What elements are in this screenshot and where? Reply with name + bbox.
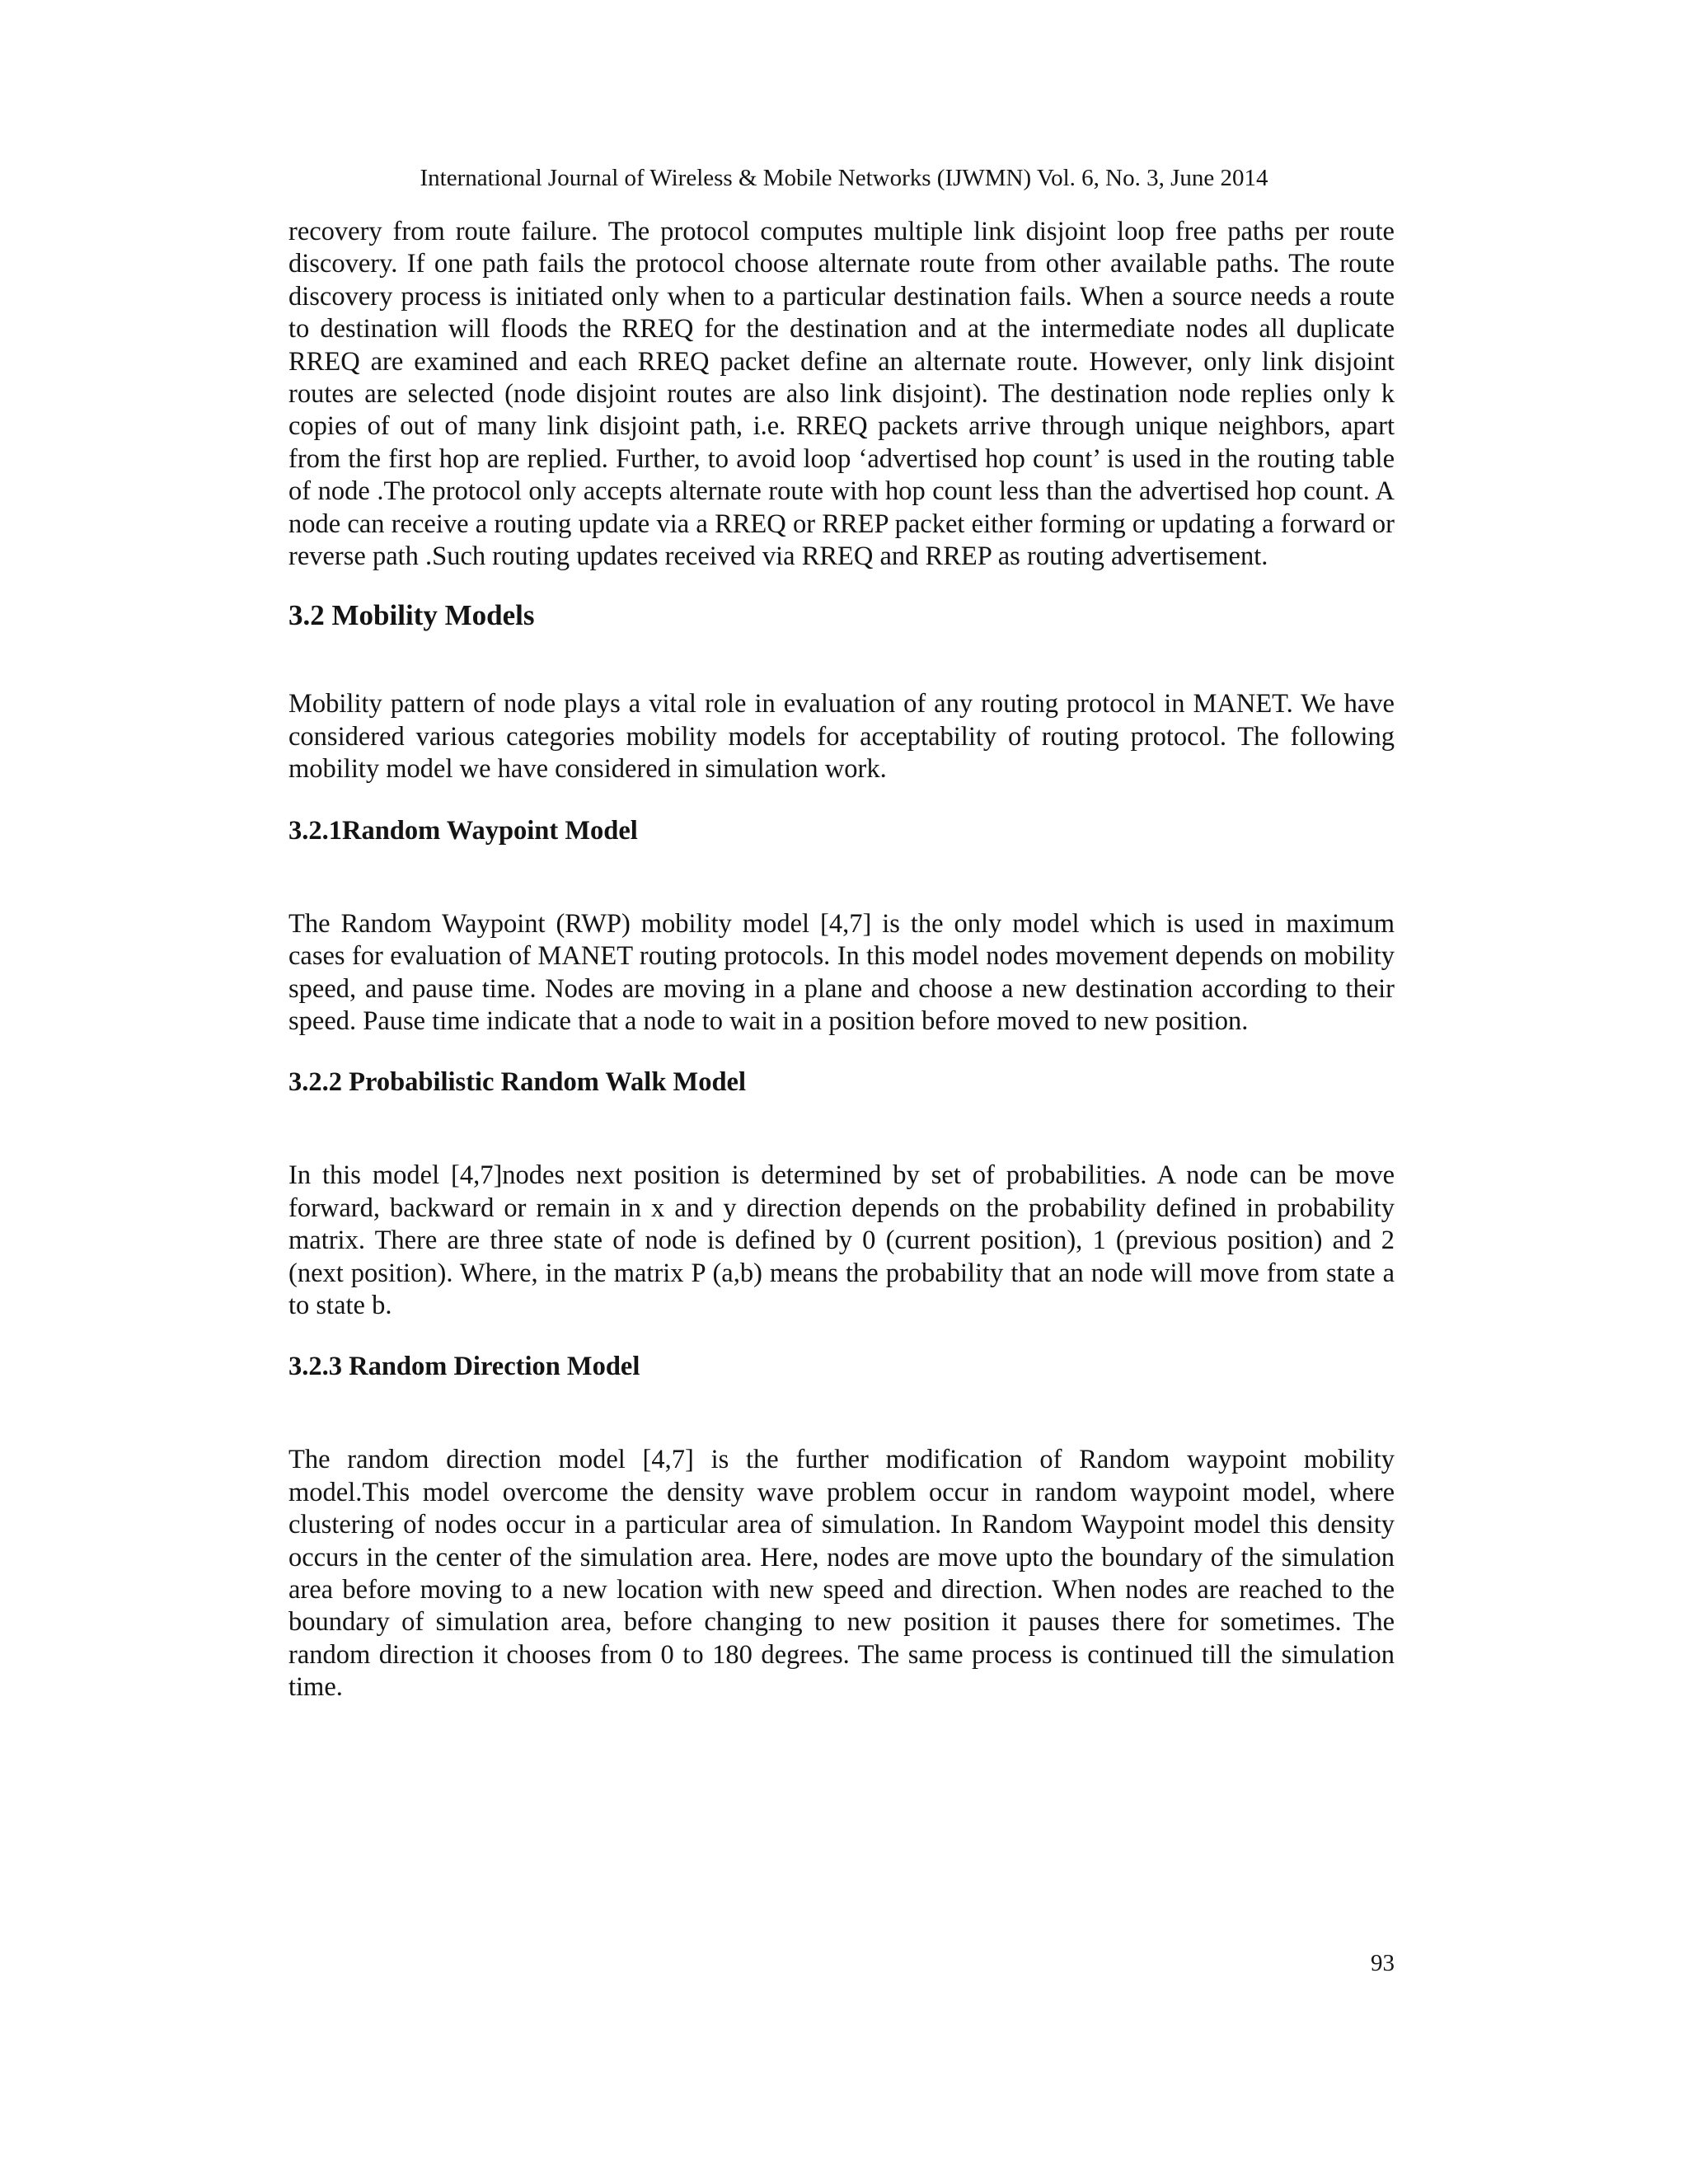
intro-paragraph: recovery from route failure. The protocol computes multiple link disjoint loop free paths per route discovery. If one path fails the protocol choose alternate route from other available paths. The route discovery process is initiated only when to a particular destination fails. When a source needs a route to destination will floods the RREQ for the destination and at the intermediate nodes all duplicate RREQ are examined and each RREQ packet define an alternate route. However, only link disjoint routes are selected (node disjoint routes are also link disjoint). The destination node replies only k copies of out of many link disjoint path, i.e. RREQ packets arrive through unique neighbors, apart from the first hop are replied. Further, to avoid loop ‘advertised hop count’ is used in the routing table of node .The protocol only accepts alternate route with hop count less than the advertised hop count. A node can receive a routing update via a RREQ or RREP packet either forming or updating a forward or reverse path .Such routing updates received via RREQ and RREP as routing advertisement. bbox=[288, 217, 1395, 572]
page-number: 93 bbox=[1371, 1950, 1395, 1976]
subsection-heading-random-direction: 3.2.3 Random Direction Model bbox=[288, 1352, 640, 1382]
running-header: International Journal of Wireless & Mobile Networks (IJWMN) Vol. 6, No. 3, June 2014 bbox=[420, 165, 1268, 191]
section-heading-mobility-models: 3.2 Mobility Models bbox=[288, 599, 535, 632]
subsection-paragraph-random-direction: The random direction model [4,7] is the further modification of Random waypoint mobility model.This model overcome the density wave problem occur in random waypoint model, where clustering of nodes occur in a particular area of simulation. In Random Waypoint model this density occurs in the center of the simulation area. Here, nodes are move upto the boundary of the simulation area before moving to a new location with new speed and direction. When nodes are reached to the boundary of simulation area, before changing to new position it pauses there for sometimes. The random direction it chooses from 0 to 180 degrees. The same process is continued till the simulation time. bbox=[288, 1445, 1395, 1703]
subsection-paragraph-probabilistic-random-walk: In this model [4,7]nodes next position is determined by set of probabilities. A node can be move forward, backward or remain in x and y direction depends on the probability defined in probability matrix. There are three state of node is defined by 0 (current position), 1 (previous position) and 2 (next position). Where, in the matrix P (a,b) means the probability that an node will move from state a to state b. bbox=[288, 1160, 1395, 1320]
subsection-paragraph-random-waypoint: The Random Waypoint (RWP) mobility model [4,7] is the only model which is used in maximum cases for evaluation of MANET routing protocols. In this model nodes movement depends on mobility speed, and pause time. Nodes are moving in a plane and choose a new destination according to their speed. Pause time indicate that a node to wait in a position before moved to new position. bbox=[288, 908, 1395, 1036]
page-body bbox=[288, 216, 1395, 1704]
subsection-heading-probabilistic-random-walk: 3.2.2 Probabilistic Random Walk Model bbox=[288, 1067, 746, 1098]
section-paragraph-mobility-models: Mobility pattern of node plays a vital role in evaluation of any routing protocol in MANET. We have considered various categories mobility models for acceptability of routing protocol. The following mobility model we have considered in simulation work. bbox=[288, 689, 1395, 785]
subsection-heading-random-waypoint: 3.2.1Random Waypoint Model bbox=[288, 815, 638, 846]
